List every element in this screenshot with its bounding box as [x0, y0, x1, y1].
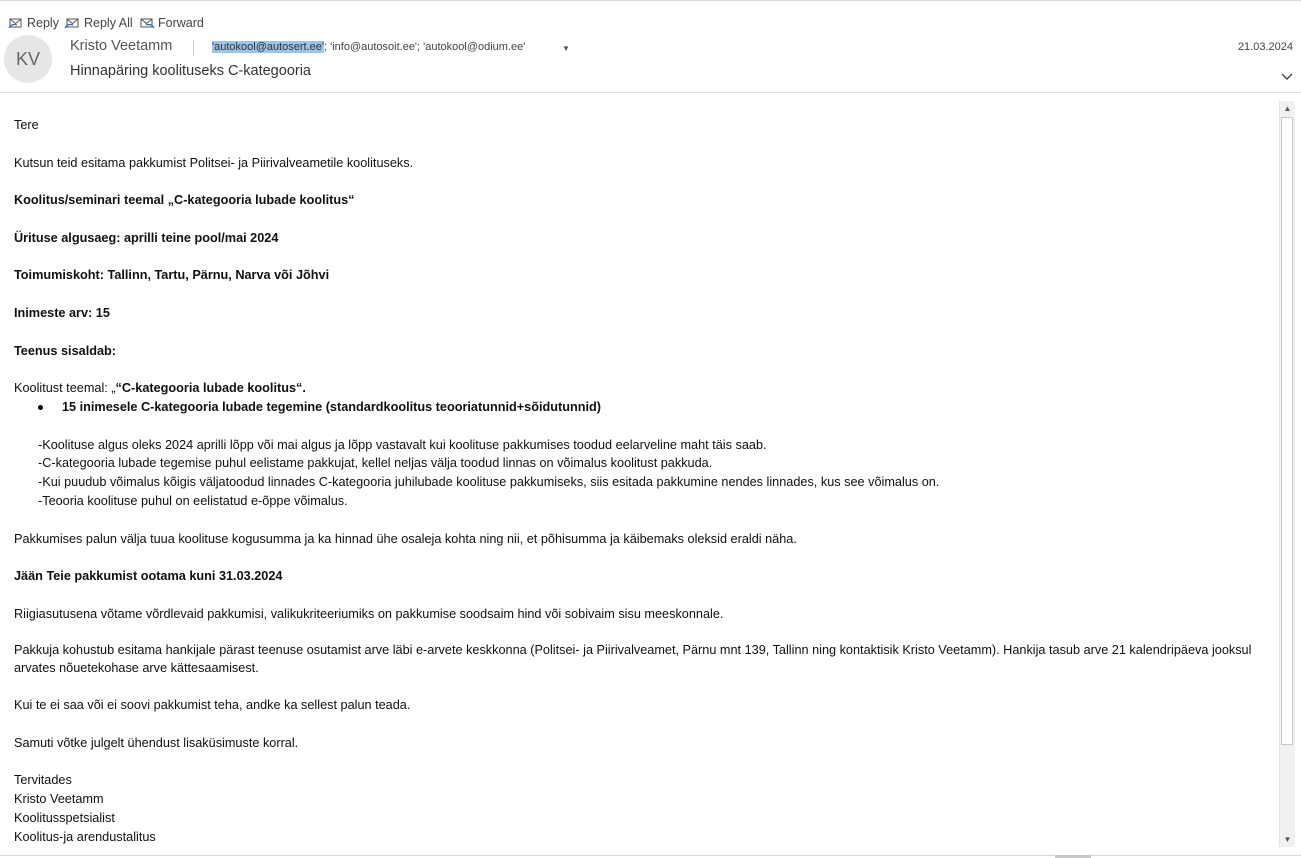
deadline-text: Jään Teie pakkumist ootama kuni 31.03.2024	[14, 569, 283, 584]
sender-name[interactable]: Kristo Veetamm	[70, 38, 173, 54]
includes-text: Teenus sisaldab:	[14, 343, 117, 358]
start-text: Ürituse algusaeg: aprilli teine pool/mai 2024	[14, 230, 279, 245]
bullet-text: 15 inimesele C-kategooria lubade tegemine (standardkoolitus teooriatunnid+sõidutunnid)	[62, 399, 601, 414]
note-2: -C-kategooria lubade tegemise puhul eelistame pakkujat, kellel neljas välja toodud linnas on võimalus koolitust pakkuda.	[38, 456, 713, 471]
recipient-selected[interactable]: 'autokool@autosert.ee'	[212, 41, 324, 53]
location-text: Toimumiskoht: Tallinn, Tartu, Pärnu, Narva või Jõhvi	[14, 268, 330, 283]
signature-title: Koolitusspetsialist	[14, 810, 115, 825]
course-prefix: Koolitust teemal: „	[14, 381, 116, 396]
reply-button[interactable]	[8, 14, 59, 32]
header-separator	[0, 92, 1301, 93]
list-item	[14, 398, 1264, 417]
course-title: “C-kategooria lubade koolitus“.	[115, 381, 306, 396]
vertical-scrollbar[interactable]	[1279, 101, 1295, 847]
criteria-text: Riigiasutusena võtame võrdlevaid pakkumisi, valikukriteeriumiks on pakkumise soodsaim hind või sobivaim sisu meeskonnale.	[14, 606, 724, 621]
avatar: KV	[4, 35, 52, 83]
message-date: 21.03.2024	[1237, 41, 1293, 53]
reply-label: Reply	[27, 16, 59, 30]
regards-text: Tervitades	[14, 773, 72, 788]
header-divider	[193, 40, 194, 56]
reply-all-label: Reply All	[84, 16, 133, 30]
contact-text: Samuti võtke julgelt ühendust lisaküsimuste korral.	[14, 735, 299, 750]
note-3: -Kui puudub võimalus kõigis väljatoodud linnades C-kategooria juhilubade koolituse pakkumiseks, siis esitada pakkumine nendes linnades, kus see võimalus on.	[38, 475, 940, 490]
price-text: Pakkumises palun välja tuua koolituse kogusumma ja ka hinnad ühe osaleja kohta ning nii, et põhisumma ja käibemaks oleksid eraldi näha.	[14, 531, 797, 546]
scroll-up-icon[interactable]: ▲	[1283, 104, 1292, 113]
message-subject: Hinnapäring koolituseks C-kategooria	[70, 63, 311, 79]
forward-label: Forward	[158, 16, 204, 30]
forward-button[interactable]	[139, 14, 204, 32]
scroll-down-icon[interactable]: ▼	[1283, 835, 1292, 844]
topic-text: Koolitus/seminari teemal „C-kategooria lubade koolitus“	[14, 193, 355, 208]
signature-name: Kristo Veetamm	[14, 792, 104, 807]
course-line	[14, 379, 1264, 398]
reply-icon	[8, 16, 24, 30]
message-body	[14, 116, 1264, 846]
signature-dept: Koolitus-ja arendustalitus	[14, 829, 156, 844]
bullet-dot	[38, 405, 43, 410]
recipients-dropdown-icon[interactable]: ▼	[562, 44, 570, 53]
recipients-list[interactable]	[212, 41, 525, 53]
invoice-text: Pakkuja kohustub esitama hankijale pärast teenuse osutamist arve läbi e-arvete keskkonna (Politsei- ja Piirivalveamet, Pärnu mnt 139, Tallinn ning kontaktisik Kristo Veetamm). Hankija tasub arve 21 kalendripäeva jooksul arvates nõuetekohase arve kättesaamisest.	[14, 643, 1252, 675]
note-1: -Koolituse algus oleks 2024 aprilli lõpp või mai algus ja lõpp vastavalt kui koolituse pakkumises toodud eelarveline maht täis saab.	[38, 437, 767, 452]
decline-text: Kui te ei saa või ei soovi pakkumist teha, andke ka sellest palun teada.	[14, 698, 411, 713]
chevron-down-icon[interactable]	[1280, 70, 1294, 84]
message-toolbar	[0, 0, 1301, 35]
recipients-rest[interactable]: ; 'info@autosoit.ee'; 'autokool@odium.ee'	[324, 41, 526, 53]
greeting: Tere	[14, 118, 39, 132]
scroll-thumb[interactable]	[1281, 117, 1293, 745]
intro-text: Kutsun teid esitama pakkumist Politsei- ja Piirivalveametile koolituseks.	[14, 155, 414, 170]
forward-icon	[139, 16, 155, 30]
reply-all-icon	[64, 16, 81, 30]
people-text: Inimeste arv: 15	[14, 305, 110, 320]
bottom-divider	[0, 855, 1301, 856]
note-4: -Teooria koolituse puhul on eelistatud e-õppe võimalus.	[38, 493, 348, 508]
reply-all-button[interactable]	[64, 14, 133, 32]
